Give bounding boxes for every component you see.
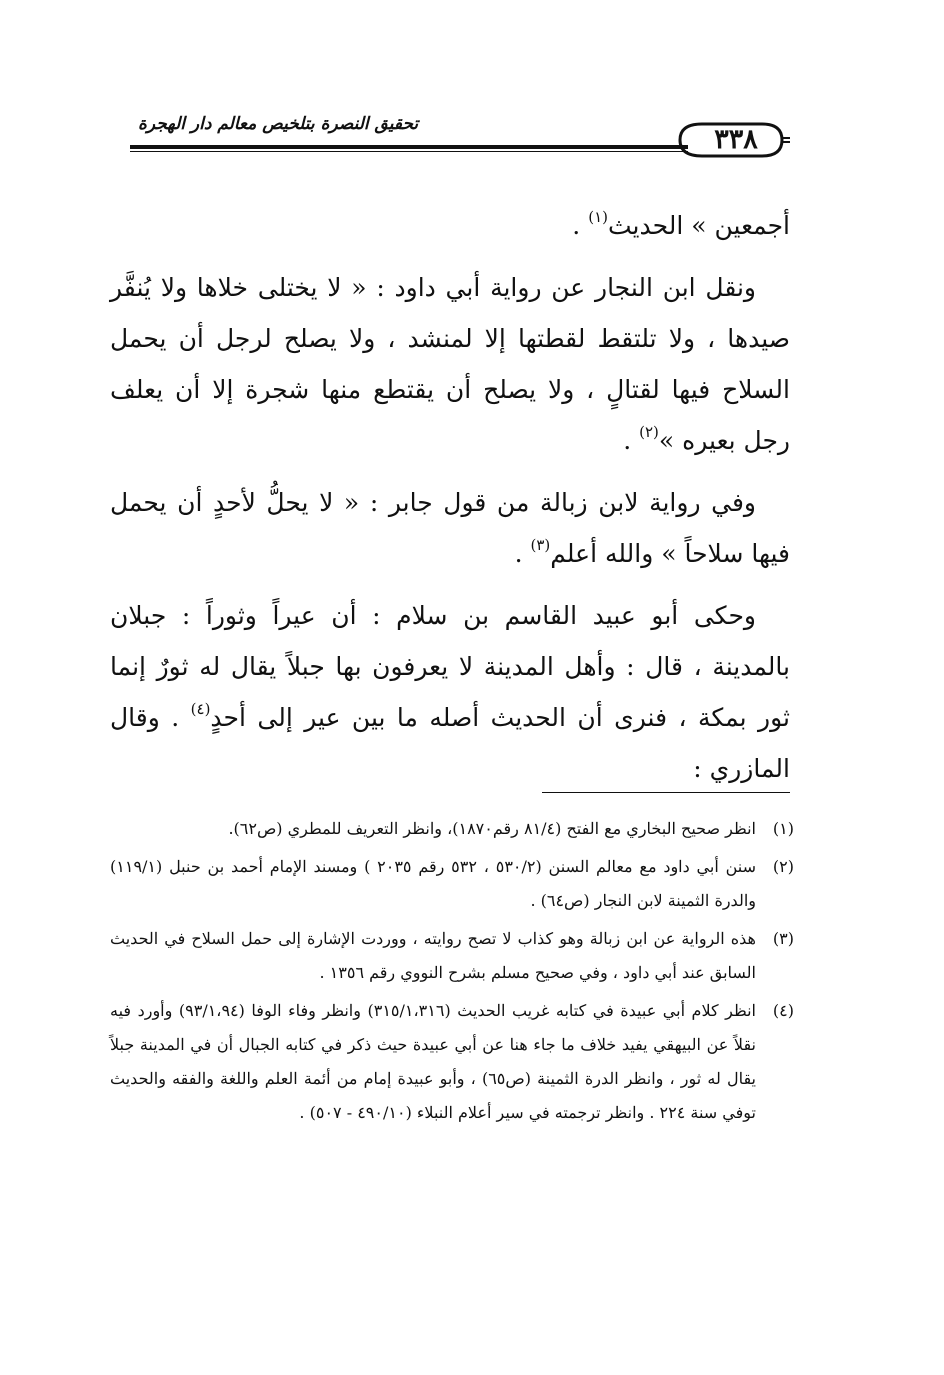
p1-text: أجمعين » الحديث xyxy=(607,211,790,240)
footnote-ref-2[interactable]: (٢) xyxy=(639,423,659,441)
footnote-2 xyxy=(110,850,794,918)
footnote-number: (٣) xyxy=(772,929,794,948)
footnote-number: (٤) xyxy=(772,1001,794,1020)
page-number-badge xyxy=(672,120,820,160)
running-title: تحقيق النصرة بتلخيص معالم دار الهجرة xyxy=(138,114,419,134)
footnote-ref-1[interactable]: (١) xyxy=(588,208,608,226)
p1-end: . xyxy=(572,211,589,240)
footnote-separator xyxy=(542,792,790,793)
paragraph-3 xyxy=(110,477,790,579)
footnotes xyxy=(110,812,794,1134)
paragraph-4 xyxy=(110,590,790,794)
p4-text: وحكى أبو عبيد القاسم بن سلام : أن عيراً وثوراً : جبلان بالمدينة ، قال : وأهل المدينة لا يعرفون بها جبلاً يقال له ثورٌ إنما ثور بمكة ، فنرى أن الحديث أصله ما بين عير إلى أحدٍ xyxy=(110,601,790,732)
footnote-text: سنن أبي داود مع معالم السنن (٥٣٠/٢ ، ٥٣٢ رقم ٢٠٣٥ ) ومسند الإمام أحمد بن حنبل (١١٩/١) والدرة الثمينة لابن النجار (ص٦٤) . xyxy=(110,857,756,910)
p2-end: . xyxy=(623,426,640,455)
footnote-1 xyxy=(110,812,794,846)
footnote-3 xyxy=(110,922,794,990)
page-number: ٣٣٨ xyxy=(714,124,758,155)
p3-end: . xyxy=(514,539,531,568)
footnote-number: (٢) xyxy=(772,857,794,876)
footnote-4 xyxy=(110,994,794,1130)
header-rule-thick xyxy=(130,145,688,149)
p4-end: . وقال المازري : xyxy=(110,703,790,783)
main-text xyxy=(110,200,790,794)
paragraph-1 xyxy=(110,200,790,251)
footnote-number: (١) xyxy=(772,819,794,838)
footnote-ref-3[interactable]: (٣) xyxy=(530,536,551,554)
header-rule-thin xyxy=(130,151,688,152)
footnote-text: انظر كلام أبي عبيدة في كتابه غريب الحديث (٣١٥/١،٣١٦) وانظر وفاء الوفا (٩٣/١،٩٤) وأورد فيه نقلاً عن البيهقي يفيد خلاف ما جاء هنا عن أبي عبيدة حيث ذكر في كتابه الجبال أن في المدينة جبلاً يقال له ثور ، وانظر الدرة الثمينة (ص٦٥) ، وأبو عبيدة إمام من أئمة العلم واللغة والفقه والحديث توفي سنة ٢٢٤ . وانظر ترجمته في سير أعلام النبلاء (٤٩٠/١٠ - ٥٠٧) . xyxy=(110,1001,757,1122)
footnote-text: هذه الرواية عن ابن زبالة وهو كذاب لا تصح روايته ، ووردت الإشارة إلى حمل السلاح في الحديث السابق عند أبي داود ، وفي صحيح مسلم بشرح النووي رقم ١٣٥٦ . xyxy=(110,929,756,982)
p2-text: ونقل ابن النجار عن رواية أبي داود : « لا يختلى خلاها ولا يُنفَّر صيدها ، ولا تلتقط لقطتها إلا لمنشد ، ولا يصلح لرجل أن يحمل السلاح فيها لقتالٍ ، ولا يصلح أن يقتطع منها شجرة إلا أن يعلف رجل بعيره » xyxy=(110,273,790,455)
footnote-text: انظر صحيح البخاري مع الفتح (٨١/٤ رقم١٨٧٠)، وانظر التعريف للمطري (ص٦٢). xyxy=(228,819,756,838)
p3-text: وفي رواية لابن زبالة من قول جابر : « لا يحلُّ لأحدٍ أن يحمل فيها سلاحاً » والله أعلم xyxy=(110,488,790,568)
footnote-ref-4[interactable]: (٤) xyxy=(190,700,211,718)
paragraph-2 xyxy=(110,262,790,466)
